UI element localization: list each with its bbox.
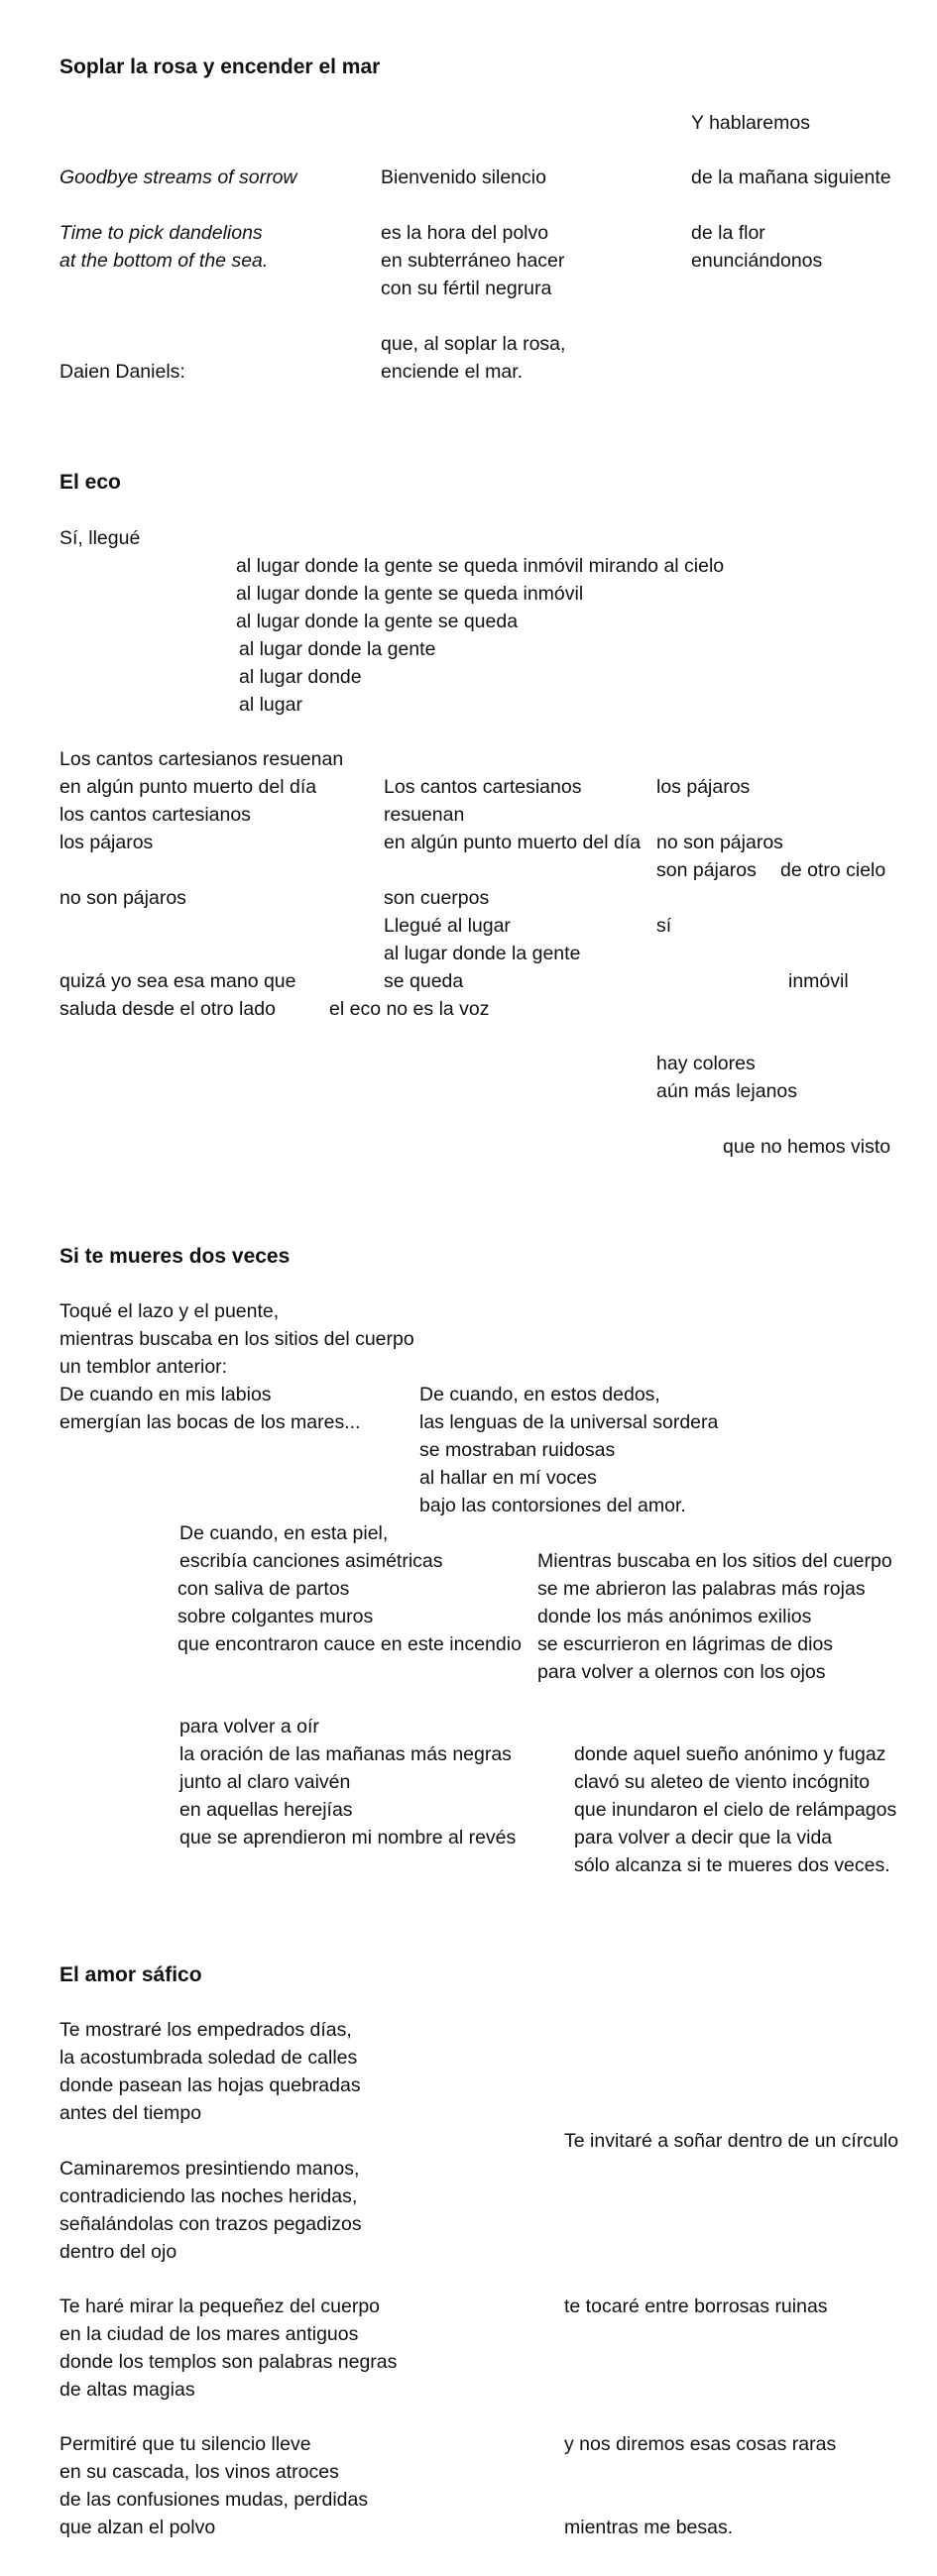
- poem-line: con su fértil negrura: [381, 278, 552, 299]
- poem-line: al lugar donde la gente se queda: [236, 611, 519, 632]
- poem-line: Mientras buscaba en los sitios del cuerpo: [537, 1550, 892, 1572]
- poem-line: que alzan el polvo: [59, 2517, 216, 2538]
- poem-line: que encontraron cauce en este incendio: [177, 1633, 522, 1655]
- poem-line: las lenguas de la universal sordera: [419, 1411, 719, 1433]
- poem-line: Time to pick dandelions: [59, 222, 263, 244]
- poem-line: Toqué el lazo y el puente,: [59, 1300, 280, 1322]
- poem-line: los pájaros: [656, 776, 751, 798]
- poem-line: sí: [656, 915, 672, 937]
- poem-line: Los cantos cartesianos: [384, 776, 582, 798]
- poem-line: clavó su aleteo de viento incógnito: [574, 1771, 871, 1793]
- poem-line: de altas magias: [59, 2379, 195, 2401]
- poem-line: Daien Daniels:: [59, 361, 185, 383]
- poem-line: saluda desde el otro lado: [59, 998, 276, 1020]
- poem-line: Llegué al lugar: [384, 915, 511, 937]
- poem-line: es la hora del polvo: [381, 222, 549, 244]
- poem-line: te tocaré entre borrosas ruinas: [564, 2296, 828, 2317]
- poem-line: no son pájaros: [656, 832, 783, 853]
- poem-line: quizá yo sea esa mano que: [59, 970, 296, 992]
- poem-title: El eco: [59, 471, 121, 494]
- poem-line: enciende el mar.: [381, 361, 524, 383]
- poem-line: antes del tiempo: [59, 2102, 202, 2124]
- poem-line: De cuando, en estos dedos,: [419, 1384, 660, 1405]
- poem-line: de la flor: [691, 222, 765, 244]
- poem-line: mientras buscaba en los sitios del cuerpo: [59, 1328, 414, 1350]
- poem-line: de otro cielo: [780, 859, 886, 881]
- poem-line: en algún punto muerto del día: [384, 832, 642, 853]
- poem-line: emergían las bocas de los mares...: [59, 1411, 361, 1433]
- poem-line: para volver a decir que la vida: [574, 1827, 833, 1848]
- poem-line: Los cantos cartesianos resuenan: [59, 748, 344, 770]
- poem-line: Permitiré que tu silencio lleve: [59, 2433, 311, 2455]
- poem-line: bajo las contorsiones del amor.: [419, 1495, 686, 1516]
- poem-line: donde los templos son palabras negras: [59, 2351, 398, 2373]
- poem-line: al lugar donde la gente se queda inmóvil mirando al cielo: [236, 555, 725, 577]
- poem-line: junto al claro vaivén: [179, 1771, 351, 1793]
- poem-line: la acostumbrada soledad de calles: [59, 2047, 358, 2069]
- poem-line: Bienvenido silencio: [381, 167, 546, 188]
- poem-line: en algún punto muerto del día: [59, 776, 317, 798]
- poem-line: son pájaros: [656, 859, 757, 881]
- poem-line: un temblor anterior:: [59, 1356, 228, 1378]
- poem-line: Y hablaremos: [691, 112, 810, 134]
- poem-title: Soplar la rosa y encender el mar: [59, 56, 381, 78]
- poem-line: que se aprendieron mi nombre al revés: [179, 1827, 517, 1848]
- poem-line: mientras me besas.: [564, 2517, 734, 2538]
- poem-title: El amor sáfico: [59, 1963, 202, 1986]
- poem-line: contradiciendo las noches heridas,: [59, 2185, 358, 2207]
- poem-line: aún más lejanos: [656, 1080, 798, 1102]
- poem-line: at the bottom of the sea.: [59, 250, 269, 272]
- poem-line: donde los más anónimos exilios: [537, 1606, 812, 1627]
- poem-line: que no hemos visto: [723, 1136, 891, 1158]
- poem-line: al lugar donde la gente se queda inmóvil: [236, 583, 584, 605]
- poem-line: Caminaremos presintiendo manos,: [59, 2158, 360, 2180]
- poem-line: y nos diremos esas cosas raras: [564, 2433, 837, 2455]
- poem-line: que inundaron el cielo de relámpagos: [574, 1799, 897, 1821]
- poem-line: sólo alcanza si te mueres dos veces.: [574, 1854, 890, 1876]
- poem-line: dentro del ojo: [59, 2241, 177, 2263]
- poem-line: no son pájaros: [59, 887, 186, 909]
- poem-line: el eco no es la voz: [329, 998, 490, 1020]
- poem-line: enunciándonos: [691, 250, 823, 272]
- poem-line: señalándolas con trazos pegadizos: [59, 2213, 362, 2235]
- poem-line: al hallar en mí voces: [419, 1467, 597, 1489]
- poem-line: resuenan: [384, 804, 465, 826]
- poem-line: donde pasean las hojas quebradas: [59, 2074, 361, 2096]
- poem-line: de las confusiones mudas, perdidas: [59, 2489, 369, 2511]
- poem-line: Goodbye streams of sorrow: [59, 167, 297, 188]
- poem-line: al lugar donde la gente: [239, 638, 436, 660]
- poem-line: Te mostraré los empedrados días,: [59, 2019, 352, 2041]
- poem-line: donde aquel sueño anónimo y fugaz: [574, 1743, 886, 1765]
- poem-line: los cantos cartesianos: [59, 804, 251, 826]
- poem-line: se queda: [384, 970, 464, 992]
- poem-line: De cuando, en esta piel,: [179, 1522, 389, 1544]
- poem-line: al lugar donde: [239, 666, 362, 688]
- poem-line: De cuando en mis labios: [59, 1384, 272, 1405]
- poem-line: en su cascada, los vinos atroces: [59, 2461, 339, 2483]
- poem-line: los pájaros: [59, 832, 154, 853]
- poem-line: la oración de las mañanas más negras: [179, 1743, 512, 1765]
- poem-line: se me abrieron las palabras más rojas: [537, 1578, 866, 1600]
- poem-line: Te haré mirar la pequeñez del cuerpo: [59, 2296, 381, 2317]
- poem-line: sobre colgantes muros: [177, 1606, 374, 1627]
- poem-line: de la mañana siguiente: [691, 167, 891, 188]
- poem-line: se escurrieron en lágrimas de dios: [537, 1633, 834, 1655]
- poem-line: en subterráneo hacer: [381, 250, 565, 272]
- poem-line: Sí, llegué: [59, 527, 141, 549]
- poem-line: hay colores: [656, 1053, 756, 1074]
- poem-line: en aquellas herejías: [179, 1799, 353, 1821]
- poem-line: se mostraban ruidosas: [419, 1439, 616, 1461]
- poem-line: escribía canciones asimétricas: [179, 1550, 443, 1572]
- poem-line: son cuerpos: [384, 887, 490, 909]
- poem-line: para volver a oír: [179, 1716, 319, 1737]
- poem-line: con saliva de partos: [177, 1578, 350, 1600]
- poem-line: para volver a olernos con los ojos: [537, 1661, 826, 1683]
- poem-line: que, al soplar la rosa,: [381, 333, 566, 355]
- poem-line: al lugar: [239, 694, 302, 716]
- poem-line: al lugar donde la gente: [384, 943, 581, 964]
- poem-line: inmóvil: [788, 970, 849, 992]
- poem-line: en la ciudad de los mares antiguos: [59, 2323, 359, 2345]
- poem-title: Si te mueres dos veces: [59, 1245, 291, 1268]
- poem-line: Te invitaré a soñar dentro de un círculo: [564, 2130, 899, 2152]
